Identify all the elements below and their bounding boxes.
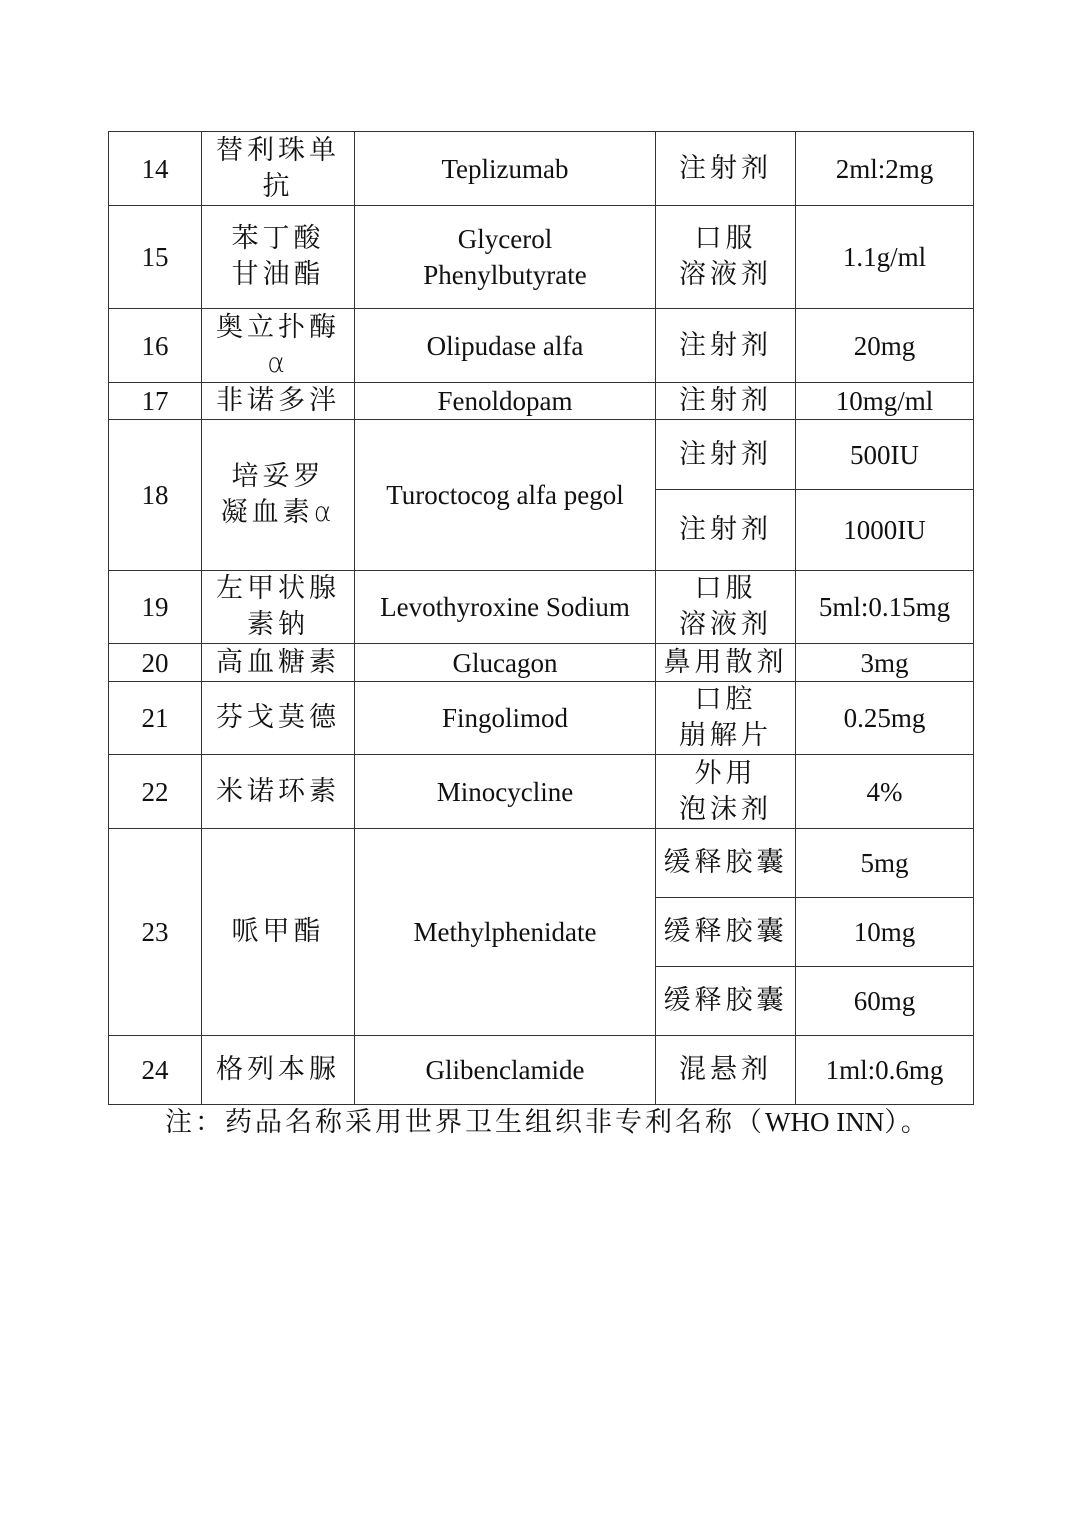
- chinese-name-line: 米诺环素: [216, 775, 340, 807]
- english-name: [355, 1036, 656, 1105]
- table-row: [109, 206, 974, 309]
- dosage-form-line: 外用: [694, 757, 757, 789]
- chinese-name-line: 培妥罗: [231, 461, 325, 492]
- chinese-name-line: 抗: [262, 170, 294, 202]
- chinese-name: [202, 829, 355, 1036]
- dosage-form: [656, 755, 796, 829]
- row-number: 22: [109, 755, 202, 829]
- specification: 5ml:0.15mg: [796, 571, 974, 644]
- chinese-name: [202, 1036, 355, 1105]
- table-row: [109, 829, 974, 898]
- specification: 10mg/ml: [796, 383, 974, 420]
- dosage-form-line: 溶液剂: [679, 609, 772, 640]
- specification: 10mg: [796, 898, 974, 967]
- chinese-name: [202, 309, 355, 383]
- specification: 60mg: [796, 967, 974, 1036]
- chinese-name-line: α: [267, 347, 289, 379]
- dosage-form: [656, 420, 796, 490]
- english-name: [355, 682, 656, 755]
- specification: 5mg: [796, 829, 974, 898]
- row-number: 18: [109, 420, 202, 571]
- specification: 2ml:2mg: [796, 132, 974, 206]
- row-number: 19: [109, 571, 202, 644]
- table-row: [109, 420, 974, 490]
- table-row: [109, 682, 974, 755]
- chinese-name: [202, 644, 355, 682]
- row-number: 16: [109, 309, 202, 383]
- english-name-line: Glycerol: [457, 224, 553, 254]
- chinese-name-line: 替利珠单: [216, 134, 340, 166]
- chinese-name-line: 格列本脲: [216, 1054, 340, 1085]
- english-name: [355, 571, 656, 644]
- dosage-form-line: 注射剂: [679, 152, 772, 184]
- footnote-who-inn: WHO INN: [765, 1107, 885, 1137]
- dosage-form: [656, 967, 796, 1036]
- english-name-line: Methylphenidate: [413, 917, 597, 947]
- table-row: [109, 383, 974, 420]
- table-row: [109, 132, 974, 206]
- table-row: [109, 1036, 974, 1105]
- specification: 0.25mg: [796, 682, 974, 755]
- dosage-form-line: 缓释胶囊: [663, 847, 788, 878]
- english-name-line: Phenylbutyrate: [423, 260, 587, 290]
- table-row: [109, 571, 974, 644]
- english-name-line: Fenoldopam: [437, 386, 573, 416]
- dosage-form-line: 注射剂: [679, 385, 772, 416]
- chinese-name-line: 凝血素α: [220, 497, 336, 528]
- dosage-form: [656, 1036, 796, 1105]
- chinese-name: [202, 682, 355, 755]
- specification: 500IU: [796, 420, 974, 490]
- row-number: 23: [109, 829, 202, 1036]
- english-name: [355, 206, 656, 309]
- english-name: [355, 132, 656, 206]
- footnote-prefix: 注：药品名称采用世界卫生组织非专利名称（: [165, 1107, 765, 1138]
- dosage-form-line: 口服: [694, 223, 757, 254]
- english-name-line: Turoctocog alfa pegol: [386, 480, 624, 510]
- row-number: 21: [109, 682, 202, 755]
- specification: 3mg: [796, 644, 974, 682]
- drug-table: [108, 131, 974, 1105]
- row-number: 14: [109, 132, 202, 206]
- specification: 1.1g/ml: [796, 206, 974, 309]
- footnote-suffix: ）。: [884, 1107, 931, 1138]
- english-name: [355, 309, 656, 383]
- english-name: [355, 829, 656, 1036]
- dosage-form-line: 口服: [694, 573, 757, 604]
- row-number: 15: [109, 206, 202, 309]
- table-row: [109, 644, 974, 682]
- specification: 4%: [796, 755, 974, 829]
- dosage-form-line: 泡沫剂: [679, 793, 772, 825]
- dosage-form-line: 缓释胶囊: [663, 985, 788, 1016]
- dosage-form: [656, 898, 796, 967]
- dosage-form: [656, 682, 796, 755]
- row-number: 17: [109, 383, 202, 420]
- dosage-form-line: 崩解片: [679, 720, 772, 751]
- chinese-name: [202, 132, 355, 206]
- english-name: [355, 755, 656, 829]
- english-name-line: Glucagon: [452, 647, 558, 678]
- dosage-form: [656, 571, 796, 644]
- dosage-form: [656, 132, 796, 206]
- english-name-line: Levothyroxine Sodium: [380, 592, 630, 622]
- english-name-line: Teplizumab: [441, 153, 569, 184]
- chinese-name-line: 苯丁酸: [231, 223, 325, 254]
- chinese-name-line: 素钠: [247, 609, 309, 640]
- row-number: 24: [109, 1036, 202, 1105]
- row-number: 20: [109, 644, 202, 682]
- dosage-form: [656, 829, 796, 898]
- table-row: [109, 309, 974, 383]
- footnote: [165, 1104, 931, 1141]
- chinese-name: [202, 420, 355, 571]
- english-name: [355, 644, 656, 682]
- english-name: [355, 383, 656, 420]
- chinese-name-line: 甘油酯: [231, 259, 325, 290]
- dosage-form-line: 溶液剂: [679, 259, 772, 290]
- dosage-form: [656, 383, 796, 420]
- dosage-form: [656, 206, 796, 309]
- specification: 1ml:0.6mg: [796, 1036, 974, 1105]
- specification: 1000IU: [796, 490, 974, 571]
- chinese-name-line: 哌甲酯: [231, 916, 325, 947]
- english-name-line: Olipudase alfa: [426, 330, 584, 361]
- chinese-name: [202, 755, 355, 829]
- dosage-form-line: 口腔: [694, 684, 757, 715]
- dosage-form-line: 注射剂: [679, 514, 772, 545]
- table-row: [109, 755, 974, 829]
- english-name-line: Glibenclamide: [425, 1055, 585, 1085]
- dosage-form-line: 注射剂: [679, 329, 772, 361]
- english-name: [355, 420, 656, 571]
- dosage-form: [656, 309, 796, 383]
- dosage-form: [656, 490, 796, 571]
- english-name-line: Fingolimod: [441, 703, 569, 733]
- chinese-name: [202, 571, 355, 644]
- chinese-name-line: 芬戈莫德: [216, 702, 340, 733]
- chinese-name-line: 非诺多泮: [216, 385, 340, 416]
- specification: 20mg: [796, 309, 974, 383]
- dosage-form-line: 注射剂: [679, 438, 772, 470]
- dosage-form: [656, 644, 796, 682]
- dosage-form-line: 混悬剂: [679, 1054, 772, 1085]
- dosage-form-line: 缓释胶囊: [663, 916, 788, 947]
- chinese-name-line: 左甲状腺: [216, 573, 340, 604]
- dosage-form-line: 鼻用散剂: [663, 646, 788, 678]
- chinese-name: [202, 206, 355, 309]
- chinese-name-line: 奥立扑酶: [216, 311, 340, 343]
- chinese-name-line: 高血糖素: [216, 646, 340, 678]
- chinese-name: [202, 383, 355, 420]
- english-name-line: Minocycline: [436, 776, 574, 807]
